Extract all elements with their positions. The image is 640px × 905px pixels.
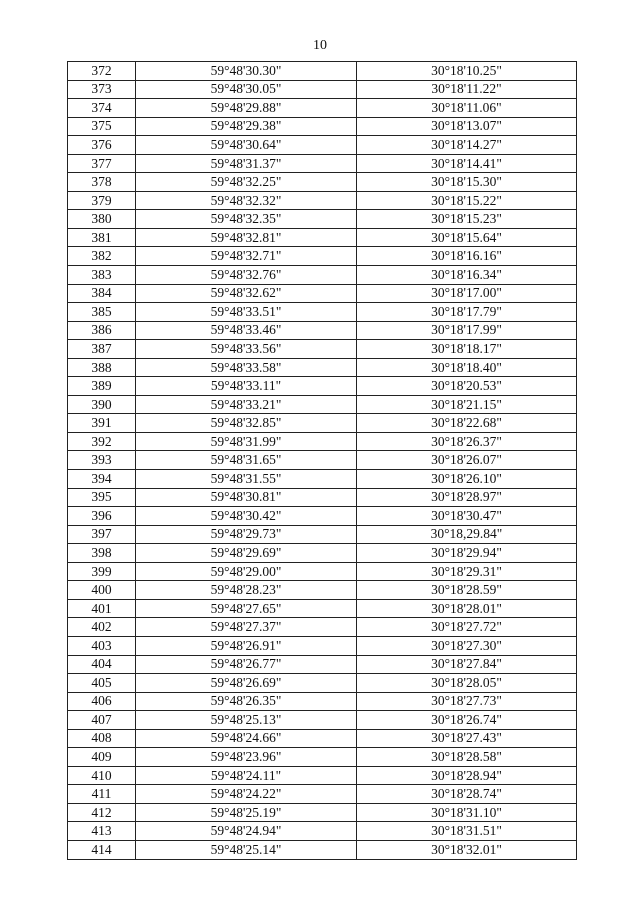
point-number-cell: 378 bbox=[68, 173, 136, 192]
table-row bbox=[68, 80, 577, 99]
latitude-cell: 59°48'32.32" bbox=[136, 191, 357, 210]
table-row bbox=[68, 62, 577, 81]
latitude-cell: 59°48'28.23" bbox=[136, 581, 357, 600]
table-row bbox=[68, 284, 577, 303]
latitude-cell: 59°48'32.62" bbox=[136, 284, 357, 303]
longitude-cell: 30°18'29.31" bbox=[357, 562, 577, 581]
latitude-cell: 59°48'32.35" bbox=[136, 210, 357, 229]
point-number-cell: 394 bbox=[68, 470, 136, 489]
latitude-cell: 59°48'24.66" bbox=[136, 729, 357, 748]
latitude-cell: 59°48'25.13" bbox=[136, 711, 357, 730]
table-row bbox=[68, 99, 577, 118]
point-number-cell: 375 bbox=[68, 117, 136, 136]
latitude-cell: 59°48'25.14" bbox=[136, 840, 357, 859]
table-row bbox=[68, 618, 577, 637]
point-number-cell: 392 bbox=[68, 432, 136, 451]
longitude-cell: 30°18'15.30" bbox=[357, 173, 577, 192]
latitude-cell: 59°48'26.91" bbox=[136, 636, 357, 655]
point-number-cell: 403 bbox=[68, 636, 136, 655]
table-row bbox=[68, 766, 577, 785]
table-row bbox=[68, 525, 577, 544]
point-number-cell: 408 bbox=[68, 729, 136, 748]
latitude-cell: 59°48'31.55" bbox=[136, 470, 357, 489]
table-row bbox=[68, 840, 577, 859]
table-row bbox=[68, 599, 577, 618]
table-row bbox=[68, 395, 577, 414]
table-row bbox=[68, 748, 577, 767]
longitude-cell: 30°18'26.10" bbox=[357, 470, 577, 489]
longitude-cell: 30°18'28.97" bbox=[357, 488, 577, 507]
longitude-cell: 30°18'26.07" bbox=[357, 451, 577, 470]
table-row bbox=[68, 581, 577, 600]
table-row bbox=[68, 507, 577, 526]
longitude-cell: 30°18'27.30" bbox=[357, 636, 577, 655]
table-row bbox=[68, 414, 577, 433]
longitude-cell: 30°18'14.27" bbox=[357, 136, 577, 155]
latitude-cell: 59°48'30.30" bbox=[136, 62, 357, 81]
longitude-cell: 30°18'22.68" bbox=[357, 414, 577, 433]
latitude-cell: 59°48'24.11" bbox=[136, 766, 357, 785]
table-row bbox=[68, 136, 577, 155]
latitude-cell: 59°48'33.56" bbox=[136, 340, 357, 359]
point-number-cell: 379 bbox=[68, 191, 136, 210]
point-number-cell: 404 bbox=[68, 655, 136, 674]
point-number-cell: 412 bbox=[68, 803, 136, 822]
longitude-cell: 30°18'17.79" bbox=[357, 303, 577, 322]
longitude-cell: 30°18'27.73" bbox=[357, 692, 577, 711]
point-number-cell: 396 bbox=[68, 507, 136, 526]
table-row bbox=[68, 488, 577, 507]
point-number-cell: 383 bbox=[68, 266, 136, 285]
longitude-cell: 30°18,29.84" bbox=[357, 525, 577, 544]
longitude-cell: 30°18'17.00" bbox=[357, 284, 577, 303]
longitude-cell: 30°18'28.94" bbox=[357, 766, 577, 785]
longitude-cell: 30°18'11.22" bbox=[357, 80, 577, 99]
table-row bbox=[68, 544, 577, 563]
point-number-cell: 399 bbox=[68, 562, 136, 581]
table-row bbox=[68, 822, 577, 841]
table-row bbox=[68, 210, 577, 229]
point-number-cell: 376 bbox=[68, 136, 136, 155]
longitude-cell: 30°18'21.15" bbox=[357, 395, 577, 414]
latitude-cell: 59°48'26.35" bbox=[136, 692, 357, 711]
longitude-cell: 30°18'31.51" bbox=[357, 822, 577, 841]
point-number-cell: 413 bbox=[68, 822, 136, 841]
point-number-cell: 393 bbox=[68, 451, 136, 470]
point-number-cell: 384 bbox=[68, 284, 136, 303]
latitude-cell: 59°48'33.51" bbox=[136, 303, 357, 322]
latitude-cell: 59°48'31.65" bbox=[136, 451, 357, 470]
latitude-cell: 59°48'33.21" bbox=[136, 395, 357, 414]
table-row bbox=[68, 321, 577, 340]
point-number-cell: 395 bbox=[68, 488, 136, 507]
table-row bbox=[68, 432, 577, 451]
table-row bbox=[68, 674, 577, 693]
point-number-cell: 407 bbox=[68, 711, 136, 730]
page-number: 10 bbox=[313, 38, 327, 53]
point-number-cell: 377 bbox=[68, 154, 136, 173]
latitude-cell: 59°48'26.77" bbox=[136, 655, 357, 674]
latitude-cell: 59°48'29.88" bbox=[136, 99, 357, 118]
longitude-cell: 30°18'11.06" bbox=[357, 99, 577, 118]
point-number-cell: 405 bbox=[68, 674, 136, 693]
longitude-cell: 30°18'27.72" bbox=[357, 618, 577, 637]
point-number-cell: 387 bbox=[68, 340, 136, 359]
point-number-cell: 397 bbox=[68, 525, 136, 544]
latitude-cell: 59°48'31.99" bbox=[136, 432, 357, 451]
table-row bbox=[68, 803, 577, 822]
table-row bbox=[68, 785, 577, 804]
latitude-cell: 59°48'29.38" bbox=[136, 117, 357, 136]
longitude-cell: 30°18'16.16" bbox=[357, 247, 577, 266]
table-row bbox=[68, 340, 577, 359]
latitude-cell: 59°48'29.69" bbox=[136, 544, 357, 563]
point-number-cell: 372 bbox=[68, 62, 136, 81]
point-number-cell: 406 bbox=[68, 692, 136, 711]
point-number-cell: 414 bbox=[68, 840, 136, 859]
latitude-cell: 59°48'30.42" bbox=[136, 507, 357, 526]
point-number-cell: 409 bbox=[68, 748, 136, 767]
point-number-cell: 382 bbox=[68, 247, 136, 266]
table-row bbox=[68, 711, 577, 730]
point-number-cell: 391 bbox=[68, 414, 136, 433]
latitude-cell: 59°48'29.00" bbox=[136, 562, 357, 581]
table-row bbox=[68, 228, 577, 247]
table-row bbox=[68, 154, 577, 173]
point-number-cell: 388 bbox=[68, 358, 136, 377]
longitude-cell: 30°18'18.17" bbox=[357, 340, 577, 359]
latitude-cell: 59°48'23.96" bbox=[136, 748, 357, 767]
point-number-cell: 401 bbox=[68, 599, 136, 618]
latitude-cell: 59°48'32.71" bbox=[136, 247, 357, 266]
longitude-cell: 30°18'32.01" bbox=[357, 840, 577, 859]
point-number-cell: 389 bbox=[68, 377, 136, 396]
point-number-cell: 386 bbox=[68, 321, 136, 340]
longitude-cell: 30°18'17.99" bbox=[357, 321, 577, 340]
latitude-cell: 59°48'25.19" bbox=[136, 803, 357, 822]
point-number-cell: 390 bbox=[68, 395, 136, 414]
point-number-cell: 380 bbox=[68, 210, 136, 229]
table-row bbox=[68, 451, 577, 470]
latitude-cell: 59°48'27.37" bbox=[136, 618, 357, 637]
table-row bbox=[68, 470, 577, 489]
longitude-cell: 30°18'13.07" bbox=[357, 117, 577, 136]
longitude-cell: 30°18'15.22" bbox=[357, 191, 577, 210]
latitude-cell: 59°48'33.46" bbox=[136, 321, 357, 340]
latitude-cell: 59°48'33.11" bbox=[136, 377, 357, 396]
longitude-cell: 30°18'26.37" bbox=[357, 432, 577, 451]
table-row bbox=[68, 729, 577, 748]
table-row bbox=[68, 173, 577, 192]
longitude-cell: 30°18'28.58" bbox=[357, 748, 577, 767]
longitude-cell: 30°18'31.10" bbox=[357, 803, 577, 822]
longitude-cell: 30°18'15.23" bbox=[357, 210, 577, 229]
point-number-cell: 398 bbox=[68, 544, 136, 563]
table-row bbox=[68, 358, 577, 377]
table-row bbox=[68, 377, 577, 396]
longitude-cell: 30°18'28.05" bbox=[357, 674, 577, 693]
latitude-cell: 59°48'29.73" bbox=[136, 525, 357, 544]
longitude-cell: 30°18'27.43" bbox=[357, 729, 577, 748]
longitude-cell: 30°18'16.34" bbox=[357, 266, 577, 285]
longitude-cell: 30°18'28.59" bbox=[357, 581, 577, 600]
latitude-cell: 59°48'31.37" bbox=[136, 154, 357, 173]
longitude-cell: 30°18'10.25" bbox=[357, 62, 577, 81]
longitude-cell: 30°18'18.40" bbox=[357, 358, 577, 377]
latitude-cell: 59°48'30.81" bbox=[136, 488, 357, 507]
latitude-cell: 59°48'24.22" bbox=[136, 785, 357, 804]
latitude-cell: 59°48'30.64" bbox=[136, 136, 357, 155]
table-row bbox=[68, 191, 577, 210]
latitude-cell: 59°48'26.69" bbox=[136, 674, 357, 693]
point-number-cell: 381 bbox=[68, 228, 136, 247]
point-number-cell: 410 bbox=[68, 766, 136, 785]
longitude-cell: 30°18'27.84" bbox=[357, 655, 577, 674]
longitude-cell: 30°18'30.47" bbox=[357, 507, 577, 526]
longitude-cell: 30°18'28.01" bbox=[357, 599, 577, 618]
point-number-cell: 400 bbox=[68, 581, 136, 600]
longitude-cell: 30°18'26.74" bbox=[357, 711, 577, 730]
latitude-cell: 59°48'27.65" bbox=[136, 599, 357, 618]
table-row bbox=[68, 692, 577, 711]
longitude-cell: 30°18'15.64" bbox=[357, 228, 577, 247]
latitude-cell: 59°48'30.05" bbox=[136, 80, 357, 99]
latitude-cell: 59°48'32.81" bbox=[136, 228, 357, 247]
point-number-cell: 411 bbox=[68, 785, 136, 804]
point-number-cell: 373 bbox=[68, 80, 136, 99]
table-row bbox=[68, 636, 577, 655]
latitude-cell: 59°48'32.76" bbox=[136, 266, 357, 285]
longitude-cell: 30°18'28.74" bbox=[357, 785, 577, 804]
table-row bbox=[68, 247, 577, 266]
point-number-cell: 374 bbox=[68, 99, 136, 118]
latitude-cell: 59°48'32.25" bbox=[136, 173, 357, 192]
longitude-cell: 30°18'29.94" bbox=[357, 544, 577, 563]
table-row bbox=[68, 303, 577, 322]
latitude-cell: 59°48'32.85" bbox=[136, 414, 357, 433]
table-row bbox=[68, 266, 577, 285]
point-number-cell: 385 bbox=[68, 303, 136, 322]
latitude-cell: 59°48'24.94" bbox=[136, 822, 357, 841]
coordinates-table bbox=[67, 61, 577, 860]
table-row bbox=[68, 117, 577, 136]
longitude-cell: 30°18'20.53" bbox=[357, 377, 577, 396]
coordinates-table-body bbox=[68, 62, 577, 860]
point-number-cell: 402 bbox=[68, 618, 136, 637]
table-row bbox=[68, 655, 577, 674]
table-row bbox=[68, 562, 577, 581]
longitude-cell: 30°18'14.41" bbox=[357, 154, 577, 173]
latitude-cell: 59°48'33.58" bbox=[136, 358, 357, 377]
